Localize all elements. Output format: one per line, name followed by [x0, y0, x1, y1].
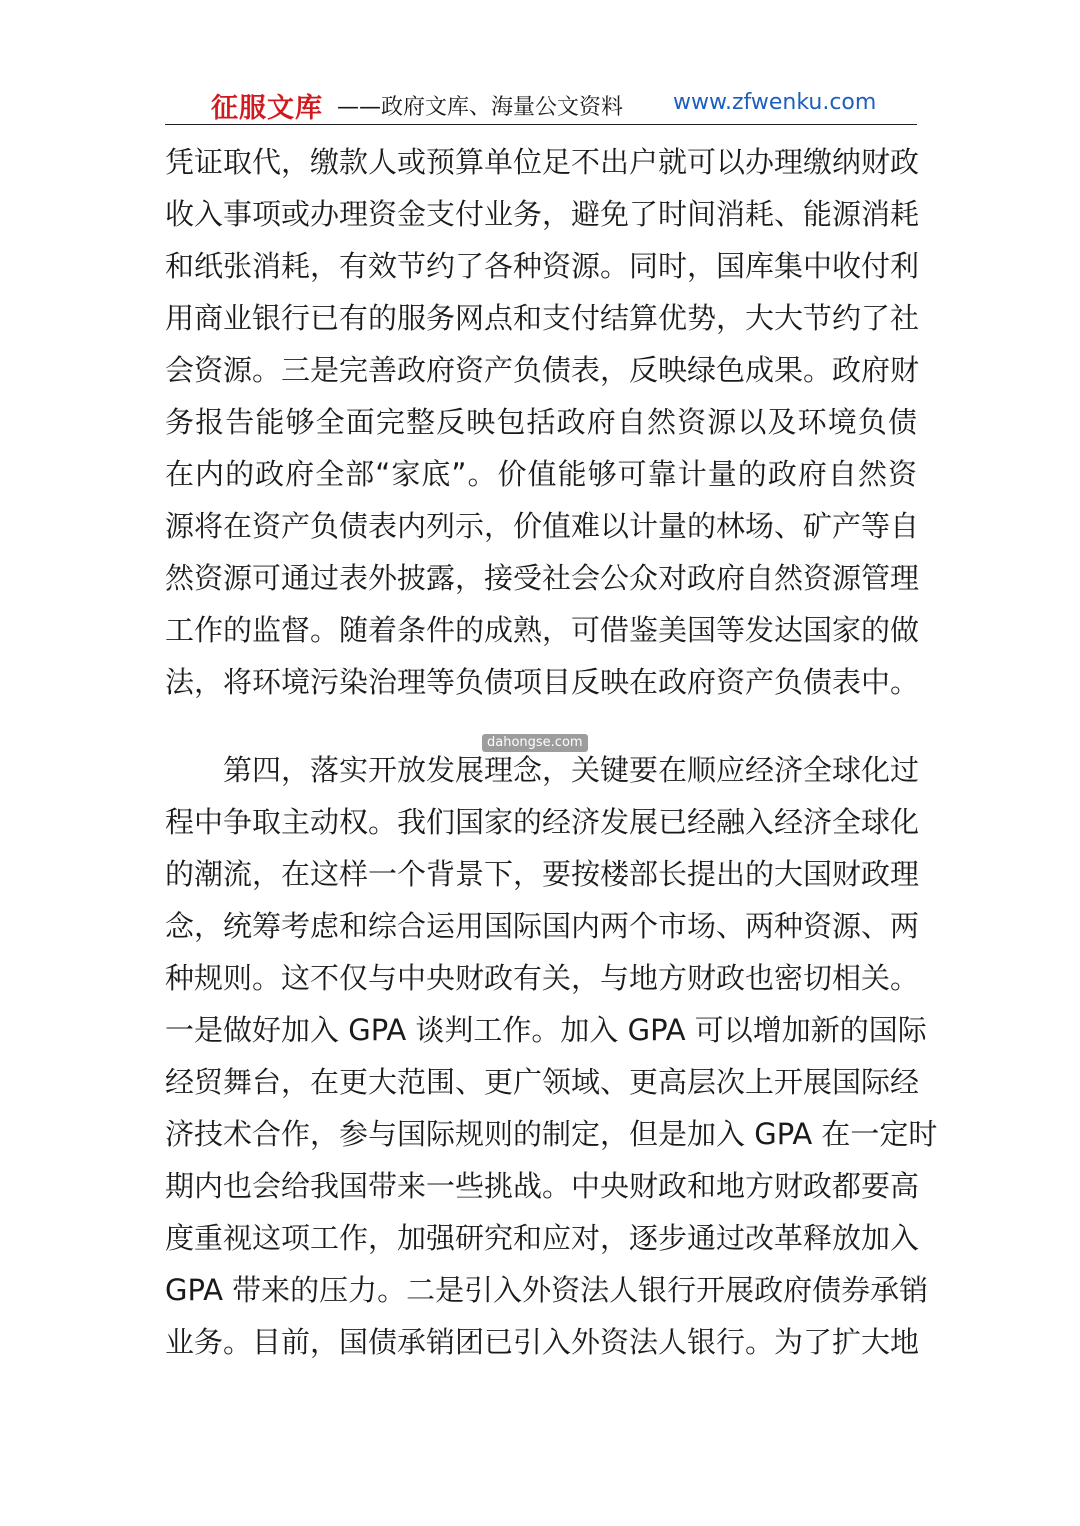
text-line: 种规则。这不仅与中央财政有关，与地方财政也密切相关。	[165, 961, 920, 995]
text-line: 然资源可通过表外披露，接受社会公众对政府自然资源管理	[165, 561, 920, 595]
text-line: 经贸舞台，在更大范围、更广领域、更高层次上开展国际经	[165, 1065, 920, 1099]
text-line: 期内也会给我国带来一些挑战。中央财政和地方财政都要高	[165, 1169, 920, 1203]
text-line: 收入事项或办理资金支付业务，避免了时间消耗、能源消耗	[165, 197, 920, 231]
watermark: dahongse.com	[482, 734, 588, 752]
text-line: 务报告能够全面完整反映包括政府自然资源以及环境负债	[165, 405, 917, 439]
header-tagline: ——政府文库、海量公文资料	[337, 95, 624, 120]
text-line: 在内的政府全部“家底”。价值能够可靠计量的政府自然资	[165, 457, 917, 491]
site-url-link[interactable]: www.zfwenku.com	[673, 90, 877, 115]
paragraph-1	[165, 136, 920, 708]
text-line: 第四，落实开放发展理念，关键要在顺应经济全球化过	[165, 753, 920, 787]
text-line: 度重视这项工作，加强研究和应对，逐步通过改革释放加入	[165, 1221, 920, 1255]
text-line: 和纸张消耗，有效节约了各种资源。同时，国库集中收付利	[165, 249, 920, 283]
text-line: 的潮流，在这样一个背景下，要按楼部长提出的大国财政理	[165, 857, 920, 891]
text-line: 一是做好加入 GPA 谈判工作。加入 GPA 可以增加新的国际	[165, 1013, 927, 1047]
text-line: 会资源。三是完善政府资产负债表，反映绿色成果。政府财	[165, 353, 920, 387]
page-header	[165, 84, 917, 125]
brand-logo-text: 征服文库	[211, 93, 323, 124]
text-line: 业务。目前，国债承销团已引入外资法人银行。为了扩大地	[165, 1325, 920, 1359]
text-line: 法，将环境污染治理等负债项目反映在政府资产负债表中。	[165, 665, 920, 699]
text-line: 凭证取代，缴款人或预算单位足不出户就可以办理缴纳财政	[165, 145, 920, 179]
text-line: 工作的监督。随着条件的成熟，可借鉴美国等发达国家的做	[165, 613, 920, 647]
text-line: 用商业银行已有的服务网点和支付结算优势，大大节约了社	[165, 301, 920, 335]
paragraph-2	[165, 744, 938, 1368]
text-line: GPA 带来的压力。二是引入外资法人银行开展政府债券承销	[165, 1273, 929, 1307]
text-line: 程中争取主动权。我们国家的经济发展已经融入经济全球化	[165, 805, 920, 839]
text-line: 济技术合作，参与国际规则的制定，但是加入 GPA 在一定时	[165, 1117, 938, 1151]
text-line: 源将在资产负债表内列示，价值难以计量的林场、矿产等自	[165, 509, 920, 543]
text-line: 念，统筹考虑和综合运用国际国内两个市场、两种资源、两	[165, 909, 920, 943]
